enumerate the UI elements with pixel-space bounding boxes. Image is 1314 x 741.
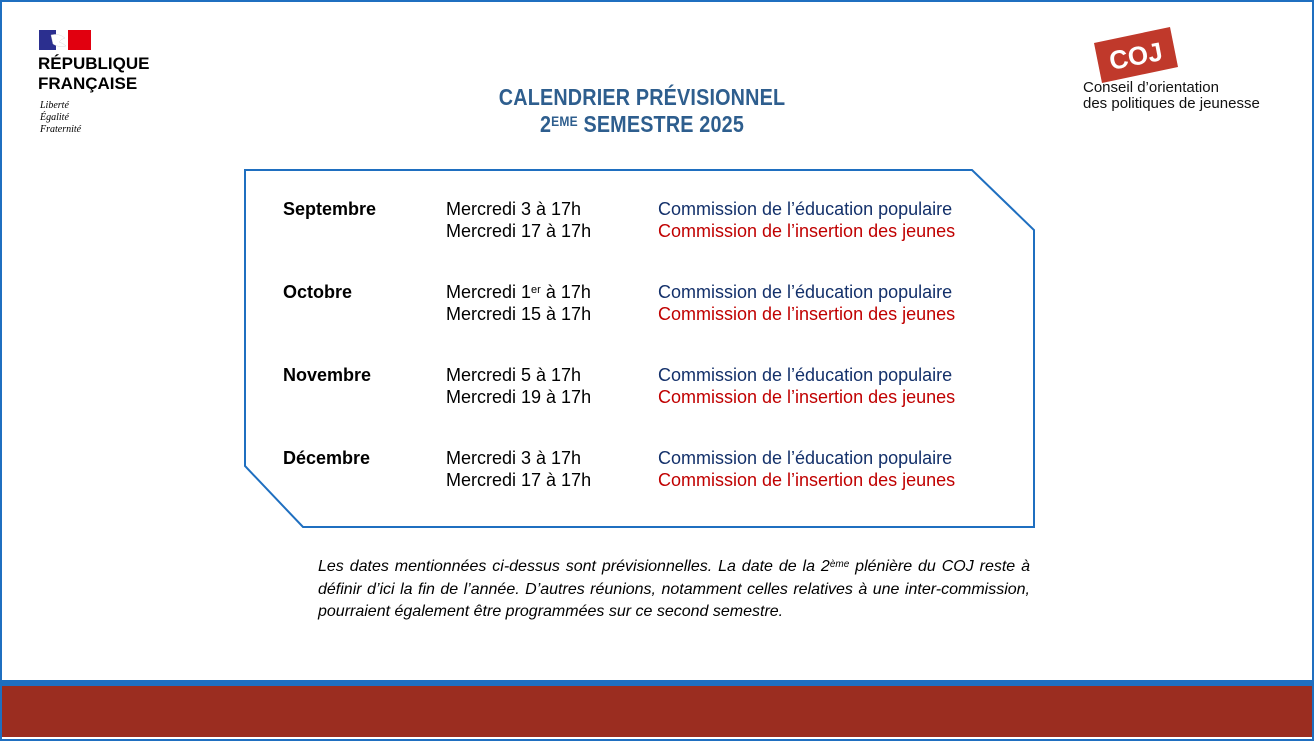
date-october-2: Mercredi 15 à 17h: [446, 304, 592, 324]
coj-subtitle: Conseil d’orientation des politiques de jeunesse: [1083, 79, 1260, 112]
commission-november-2: Commission de l’insertion des jeunes: [658, 387, 956, 407]
month-november: Novembre: [283, 365, 372, 385]
commission-september-2: Commission de l’insertion des jeunes: [658, 221, 956, 241]
coj-logo: [1090, 27, 1180, 83]
marianne-flag-icon: [39, 30, 91, 50]
commission-december-1: Commission de l’éducation populaire: [658, 448, 953, 468]
page-title: [453, 84, 831, 138]
commission-november-1: Commission de l’éducation populaire: [658, 365, 953, 385]
coj-logo-text: COJ: [1106, 36, 1165, 76]
footnote: Les dates mentionnées ci-dessus sont prévisionnelles. La date de la 2ème plénière du COJ reste à définir d’ici la fin de l’année. D’autres réunions, notamment celles relatives à une inter-commission, pourraient également être programmées sur ce second semestre.: [318, 558, 1030, 620]
commission-september-1: Commission de l’éducation populaire: [658, 199, 953, 219]
date-september-2: Mercredi 17 à 17h: [446, 221, 592, 241]
date-november-2: Mercredi 19 à 17h: [446, 387, 592, 407]
date-october-1: Mercredi 1er à 17h: [446, 282, 591, 302]
date-december-2: Mercredi 17 à 17h: [446, 470, 592, 490]
republique-francaise-name: RÉPUBLIQUE FRANÇAISE: [38, 54, 150, 93]
title-line-1: CALENDRIER PRÉVISIONNEL: [498, 84, 786, 110]
republique-motto: Liberté Égalité Fraternité: [40, 100, 82, 135]
footer-band-red: [2, 686, 1312, 737]
title-line-2: 2EME SEMESTRE 2025: [539, 111, 745, 137]
month-october: Octobre: [283, 282, 353, 302]
commission-december-2: Commission de l’insertion des jeunes: [658, 470, 956, 490]
date-december-1: Mercredi 3 à 17h: [446, 448, 582, 468]
date-november-1: Mercredi 5 à 17h: [446, 365, 582, 385]
commission-october-2: Commission de l’insertion des jeunes: [658, 304, 956, 324]
date-september-1: Mercredi 3 à 17h: [446, 199, 582, 219]
month-december: Décembre: [283, 448, 371, 468]
month-september: Septembre: [283, 199, 377, 219]
commission-october-1: Commission de l’éducation populaire: [658, 282, 953, 302]
